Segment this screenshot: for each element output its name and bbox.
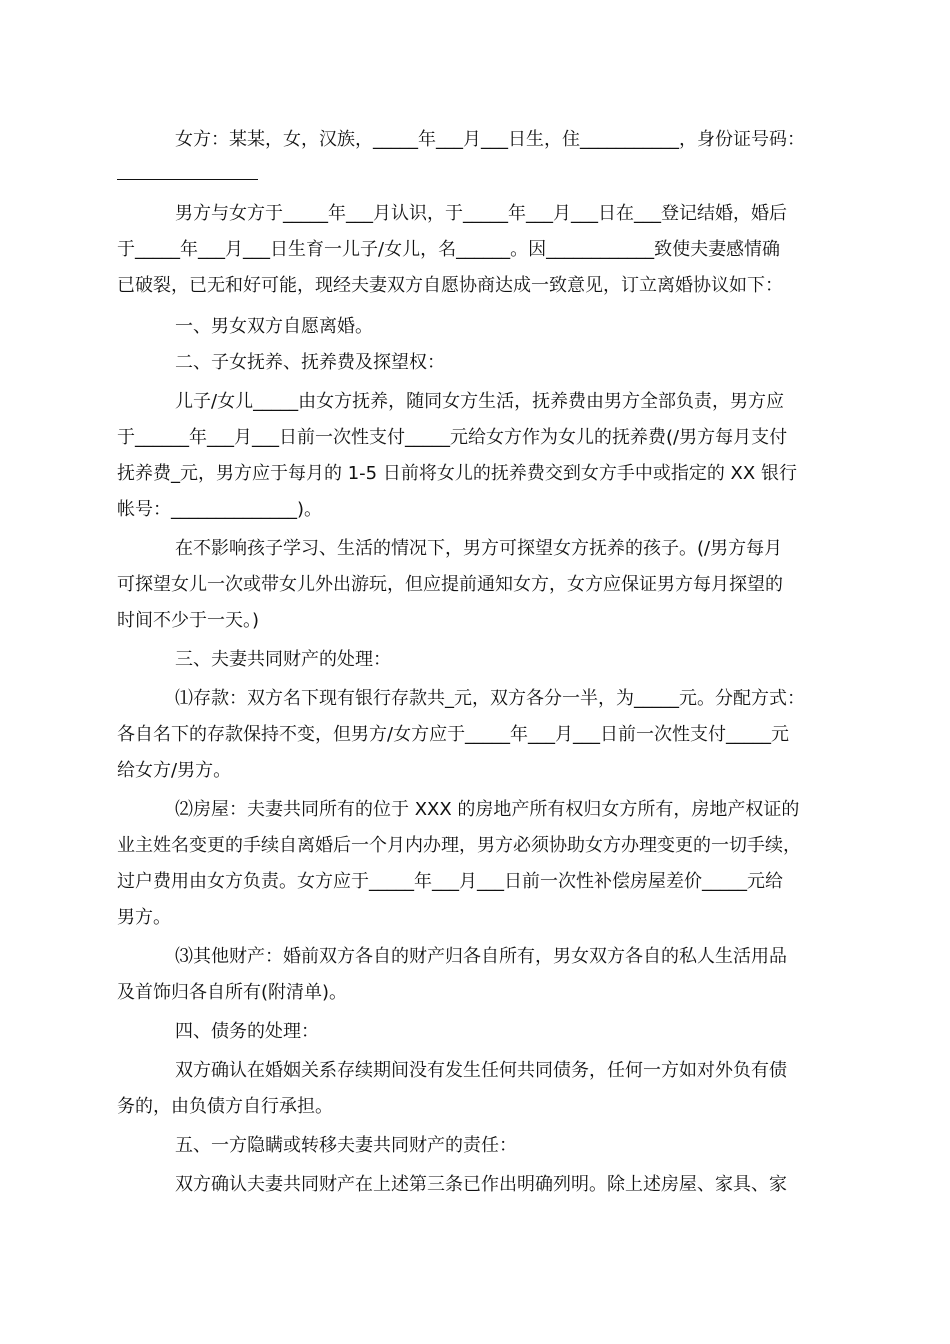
paragraph-line: ⑴存款：双方名下现有银行存款共_元，双方各分一半，为_____元。分配方式： [175,688,805,709]
paragraph-line: 女方：某某，女，汉族，_____年___月___日生，住___________，身份证号码： [175,129,805,150]
paragraph-line: 可探望女儿一次或带女儿外出游玩，但应提前通知女方，女方应保证男方每月探望的 [117,574,783,595]
paragraph-line: 过户费用由女方负责。女方应于_____年___月___日前一次性补偿房屋差价_____元给 [117,871,783,892]
section-heading: 二、子女抚养、抚养费及探望权： [175,352,445,373]
paragraph-line: 业主姓名变更的手续自离婚后一个月内办理，男方必须协助女方办理变更的一切手续， [117,835,801,856]
section-heading: 三、夫妻共同财产的处理： [175,649,391,670]
paragraph-line: 务的，由负债方自行承担。 [117,1096,333,1117]
paragraph-line: 帐号：______________)。 [117,499,323,520]
paragraph-line: 于______年___月___日前一次性支付_____元给女方作为女儿的抚养费(/男方每月支付 [117,427,788,448]
paragraph-line: 男方。 [117,907,171,928]
section-heading: 一、男女双方自愿离婚。 [175,316,373,337]
paragraph-line: ⑶其他财产：婚前双方各自的财产归各自所有，男女双方各自的私人生活用品 [175,946,787,967]
paragraph-line: 已破裂，已无和好可能，现经夫妻双方自愿协商达成一致意见，订立离婚协议如下： [117,275,783,296]
paragraph-line: 儿子/女儿_____由女方抚养，随同女方生活，抚养费由男方全部负责，男方应 [175,391,785,412]
paragraph-line: 在不影响孩子学习、生活的情况下，男方可探望女方抚养的孩子。(/男方每月 [175,538,783,559]
section-heading: 五、一方隐瞒或转移夫妻共同财产的责任： [175,1135,517,1156]
paragraph-line: 双方确认夫妻共同财产在上述第三条已作出明确列明。除上述房屋、家具、家 [175,1174,787,1195]
paragraph-line: 抚养费_元，男方应于每月的 1-5 日前将女儿的抚养费交到女方手中或指定的 XX 银行 [117,463,797,484]
paragraph-line: 男方与女方于_____年___月认识，于_____年___月___日在___登记结婚，婚后 [175,203,787,224]
paragraph-line: 时间不少于一天。) [117,610,260,631]
paragraph-line: 双方确认在婚姻关系存续期间没有发生任何共同债务，任何一方如对外负有债 [175,1060,787,1081]
paragraph-line: 于_____年___月___日生育一儿子/女儿，名______。因____________致使夫妻感情确 [117,239,781,260]
section-heading: 四、债务的处理： [175,1021,319,1042]
paragraph-line: 给女方/男方。 [117,760,232,781]
paragraph-line: 各自名下的存款保持不变，但男方/女方应于_____年___月___日前一次性支付_____元 [117,724,790,745]
paragraph-line: 及首饰归各自所有(附清单)。 [117,982,348,1003]
paragraph-line: ⑵房屋：夫妻共同所有的位于 XXX 的房地产所有权归女方所有，房地产权证的 [175,799,800,820]
id-number-blank [117,179,258,180]
